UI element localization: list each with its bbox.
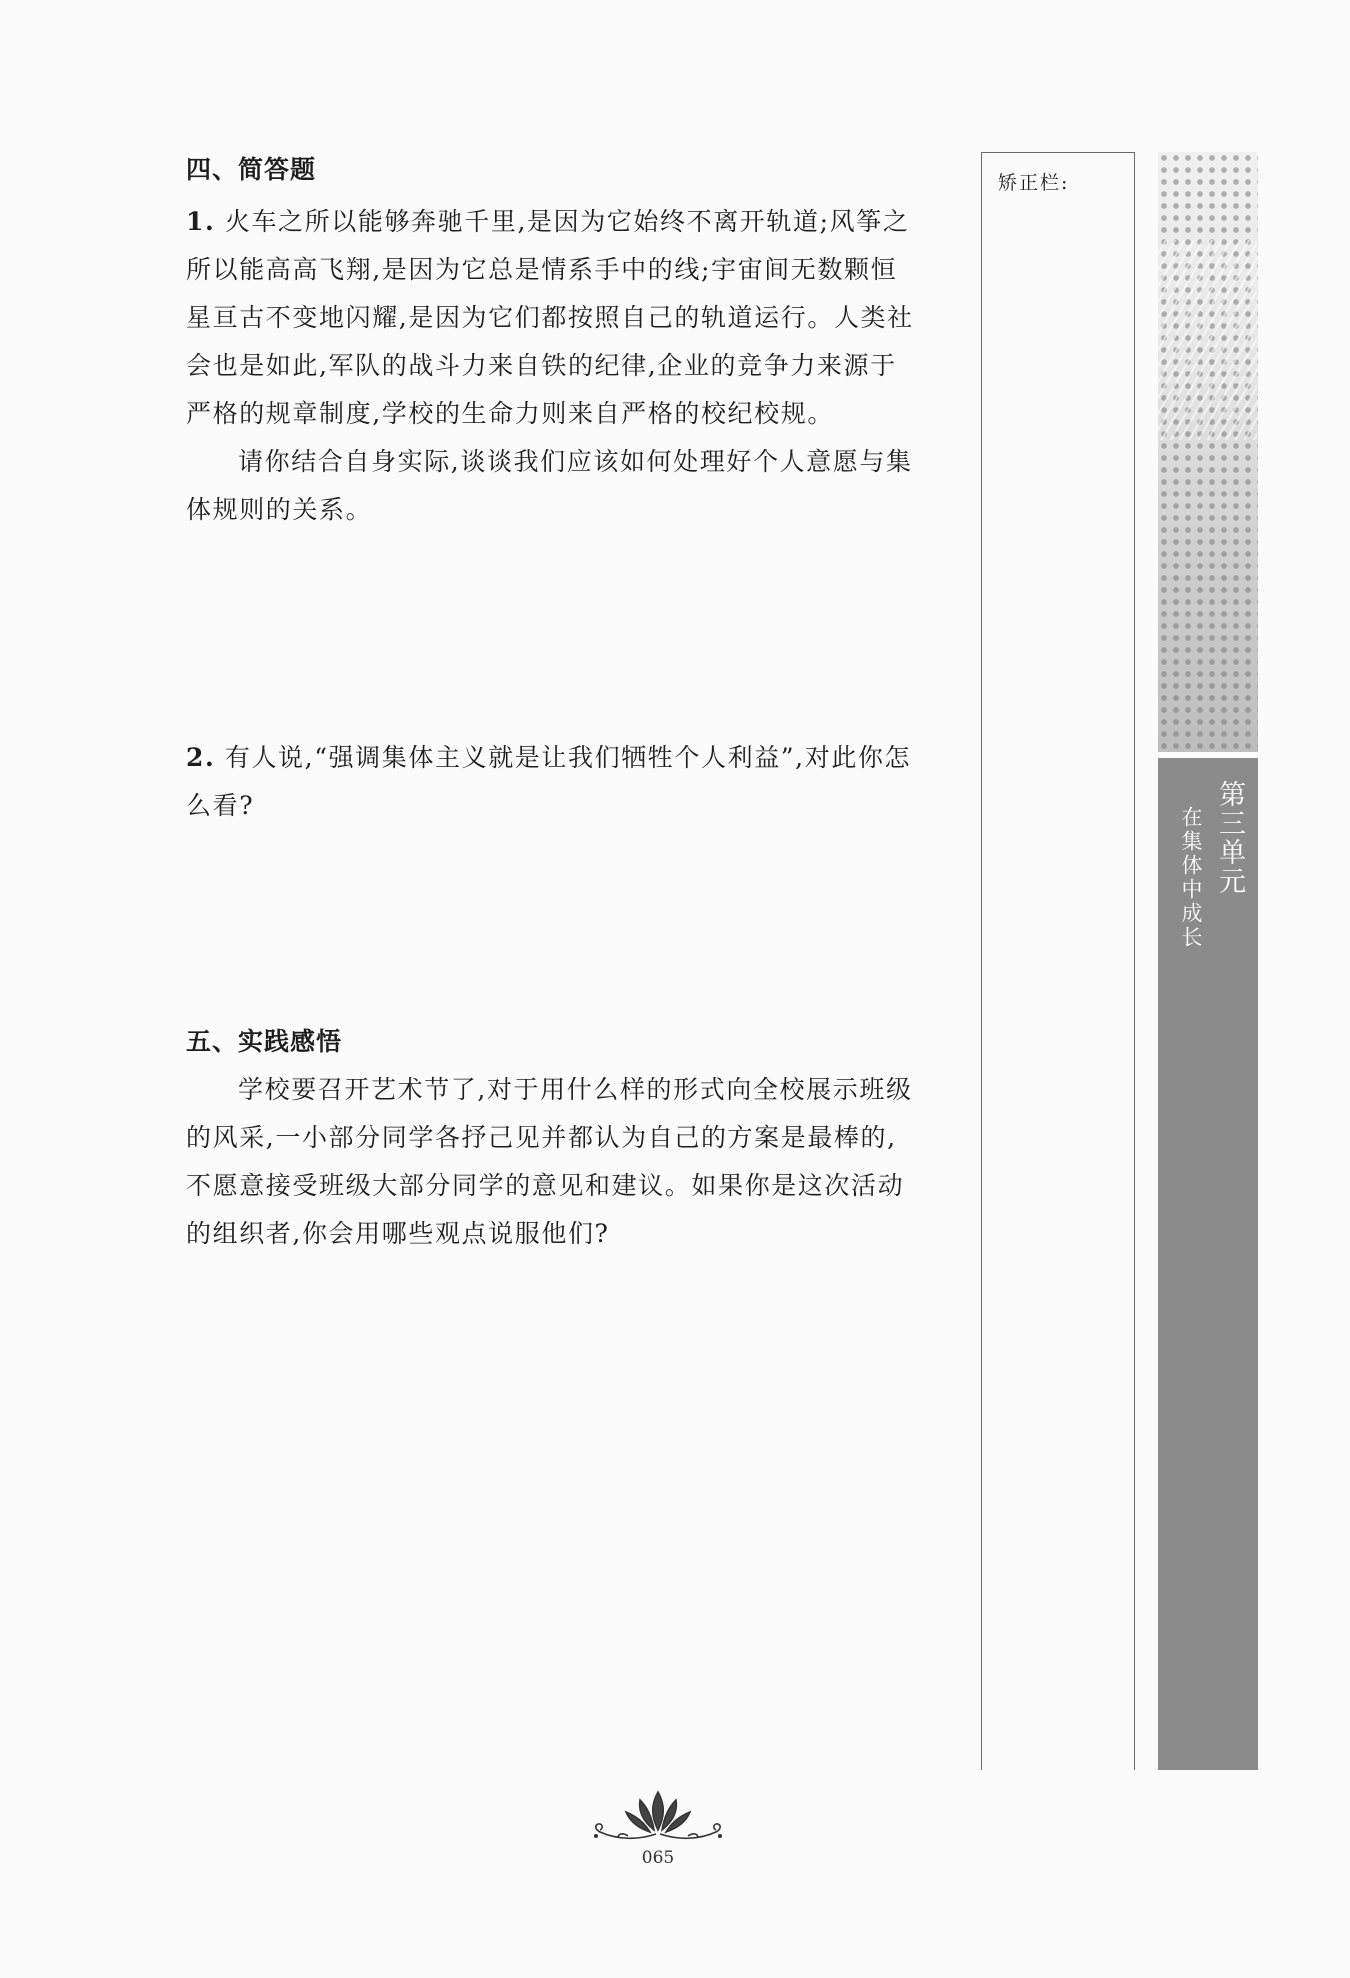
correction-column-top-rule bbox=[981, 152, 1135, 153]
q2-text: 有人说,“强调集体主义就是让我们牺牲个人利益”,对此你怎 bbox=[224, 743, 912, 772]
q2-line-2: 么看? bbox=[186, 791, 255, 820]
correction-column-right-rule bbox=[1134, 152, 1135, 1770]
q1-line-2: 所以能高高飞翔,是因为它总是情系手中的线;宇宙间无数颗恒 bbox=[186, 255, 898, 284]
correction-label: 矫正栏: bbox=[998, 172, 1070, 194]
s5-line-3: 不愿意接受班级大部分同学的意见和建议。如果你是这次活动 bbox=[186, 1171, 905, 1200]
floral-ornament-icon bbox=[588, 1778, 728, 1848]
q1-prompt-line-2: 体规则的关系。 bbox=[186, 495, 373, 524]
q1-line-1 bbox=[186, 202, 956, 238]
q1-line-4: 会也是如此,军队的战斗力来自铁的纪律,企业的竞争力来源于 bbox=[186, 351, 897, 380]
q2-line-1 bbox=[186, 738, 956, 774]
correction-column-left-rule bbox=[981, 152, 982, 1770]
q1-prompt-line-1: 请你结合自身实际,谈谈我们应该如何处理好个人意愿与集 bbox=[238, 447, 913, 476]
q1-text: 火车之所以能够奔驰千里,是因为它始终不离开轨道;风筝之 bbox=[224, 207, 910, 236]
q1-line-5: 严格的规章制度,学校的生命力则来自严格的校纪校规。 bbox=[186, 399, 834, 428]
section-title-short-answer: 四、简答题 bbox=[186, 155, 317, 184]
q2-number: 2. bbox=[186, 743, 216, 772]
q1-line-3: 星亘古不变地闪耀,是因为它们都按照自己的轨道运行。人类社 bbox=[186, 303, 914, 332]
unit-label: 第三单元 bbox=[1214, 780, 1245, 896]
s5-line-1: 学校要召开艺术节了,对于用什么样的形式向全校展示班级 bbox=[238, 1075, 913, 1104]
sidebar-wave-pattern bbox=[1158, 240, 1258, 440]
s5-line-2: 的风采,一小部分同学各抒己见并都认为自己的方案是最棒的, bbox=[186, 1123, 897, 1152]
s5-line-4: 的组织者,你会用哪些观点说服他们? bbox=[186, 1219, 610, 1248]
page-number: 065 bbox=[641, 1848, 675, 1868]
section-title-practice: 五、实践感悟 bbox=[186, 1027, 343, 1056]
unit-title: 在集体中成长 bbox=[1179, 806, 1203, 950]
q1-number: 1. bbox=[186, 207, 216, 236]
sidebar-unit-band bbox=[1158, 758, 1258, 1770]
